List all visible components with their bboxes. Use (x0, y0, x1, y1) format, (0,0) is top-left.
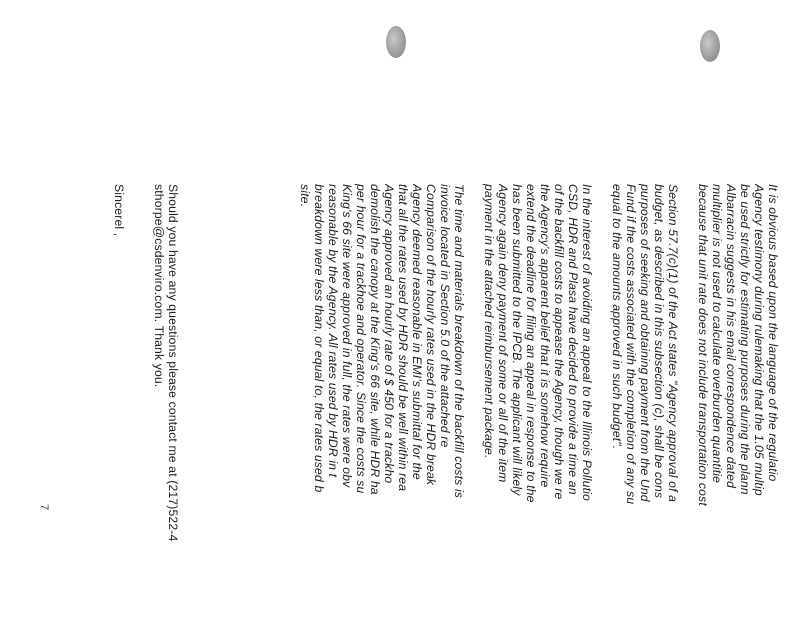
paragraph-4-line: breakdown were less than, or equal to, the rates used b (312, 184, 326, 493)
paragraph-2-line: Fund if the costs associated with the completion of any su (624, 184, 638, 505)
paragraph-4-line: The time and materials breakdown of the backfill costs is (452, 184, 466, 499)
paragraph-1-line: multiplier is not used to calculate overburden quantitie (710, 184, 724, 484)
thank-you-text: . Thank you. (152, 318, 166, 388)
paragraph-2-line: purposes of seeking and obtaining payment from the Und (638, 184, 652, 502)
paragraph-4-line: site. (298, 184, 312, 208)
paragraph-4-line: Comparison of the hourly rates used in the HDR break (424, 184, 438, 486)
paragraph-4-line: that all the rates used by HDR should be well within rea (396, 184, 410, 492)
paragraph-3-line: of the backfill costs to appease the Agency, though we re (552, 184, 566, 500)
paragraph-1-line: Albarracin suggests in his email correspondence dated (724, 184, 738, 489)
page-number: 7 (38, 504, 50, 511)
closing-email-line (152, 184, 166, 618)
paragraph-2-line: Section 57.7(c)(1) of the Act states "Agency approval of a (666, 184, 680, 503)
signoff: Sincerel , (112, 184, 126, 237)
paragraph-2-line: equal to the amounts approved in such budget". (610, 184, 624, 450)
paragraph-3-line: payment in the attached reimbursement package. (482, 184, 496, 459)
paragraph-4-line: Agency deemed reasonable in EMI's submittal for the (410, 184, 424, 480)
email-link[interactable]: sthorpe@csdenviro.com (152, 184, 166, 319)
punch-hole-top-right (700, 30, 720, 62)
paragraph-1-line: because that unit rate does not include transportation cost (696, 184, 710, 506)
paragraph-4-line: King's 66 site were approved in full, the rates were obv (340, 184, 354, 488)
paragraph-1-line: It is obvious based upon the language of the regulatio (766, 184, 780, 482)
paragraph-3-line: CSD, HDR and Plasa have decided to provide a time an (566, 184, 580, 495)
closing-contact-line: Should you have any questions please contact me at (217)522-4 (166, 184, 180, 542)
paragraph-1-line: Agency testimony during rulemaking that the 1.05 multip (752, 184, 766, 496)
paragraph-1-line: be used strictly for estimating purposes during the plann (738, 184, 752, 495)
paragraph-2-line: budget, as described in this subsection (c), shall be cons (652, 184, 666, 499)
paragraph-3-line: In the interest of avoiding an appeal to the Illinois Pollutio (580, 184, 594, 501)
paragraph-4-line: invoice located in Section 5.0 of the attached re (438, 184, 452, 448)
paragraph-4-line: reasonable by the Agency. All rates used by HDR in t (326, 184, 340, 478)
paragraph-3-line: the Agency's apparent belief that it is somehow require (538, 184, 552, 488)
paragraph-3-line: extend the deadline for filing an appeal in response to the (524, 184, 538, 503)
paragraph-4-line: demolish the canopy at the King's 66 site, while HDR ha (368, 184, 382, 495)
paragraph-3-line: has been submitted to the IPCB. The applicant will likely (510, 184, 524, 496)
paragraph-3-line: Agency again deny payment of some or all of the item (496, 184, 510, 483)
punch-hole-top-left (386, 26, 406, 58)
paragraph-4-line: Agency approved an hourly rate of $ 450 for a trackho (382, 184, 396, 484)
paragraph-4-line: per hour for a trackhoe and operator. Since the costs su (354, 184, 368, 494)
